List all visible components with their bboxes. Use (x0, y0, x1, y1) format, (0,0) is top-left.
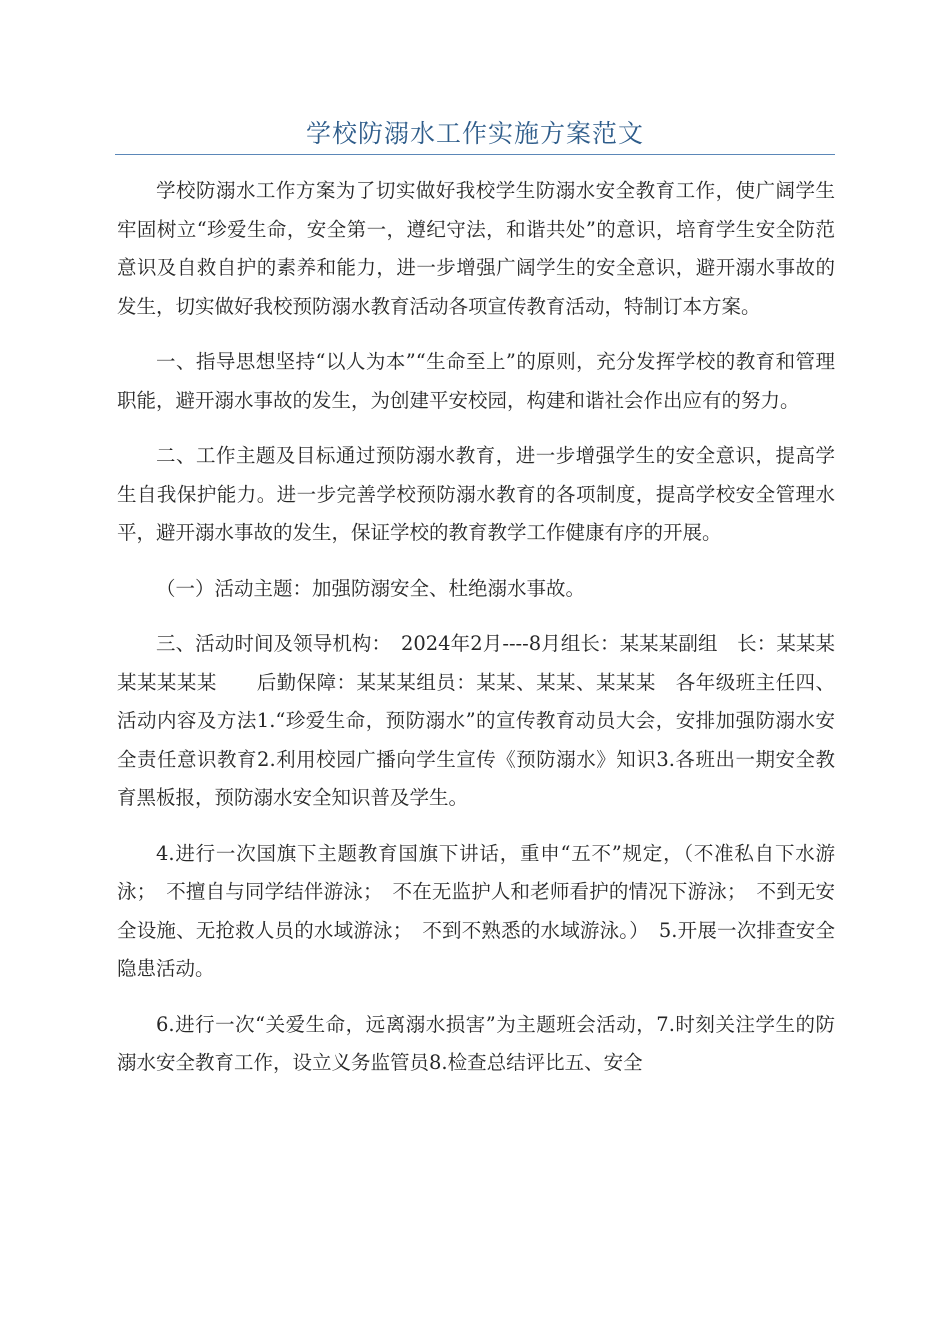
paragraph-five-nots: 4.进行一次国旗下主题教育国旗下讲话，重申“五不”规定，（不准私自下水游泳； 不擅自与同学结伴游泳； 不在无监护人和老师看护的情况下游泳； 不到无安全设施、无抢救人员的水域游泳； 不到不熟悉的水域游泳。） 5.开展一次排查安全隐患活动。 (117, 841, 835, 980)
paragraph-time-organization: 三、活动时间及领导机构： 2024年2月----8月组长：某某某副组 长：某某某某某某某某 后勤保障：某某某组员：某某、某某、某某某 各年级班主任四、活动内容及方法1.“珍爱生命，预防溺水”的宣传教育动员大会，安排加强防溺水安全责任意识教育2.利用校园广播向学生宣传《预防溺水》知识3.各班出一期安全教育黑板报，预防溺水安全知识普及学生。 (117, 632, 835, 809)
paragraph-theme-goals: 二、工作主题及目标通过预防溺水教育，进一步增强学生的安全意识，提高学生自我保护能力。进一步完善学校预防溺水教育的各项制度，提高学校安全管理水平，避开溺水事故的发生，保证学校的教育教学工作健康有序的开展。 (117, 444, 835, 544)
document-body (117, 172, 835, 1100)
title-underline (115, 154, 835, 155)
paragraph-intro: 学校防溺水工作方案为了切实做好我校学生防溺水安全教育工作，使广阔学生牢固树立“珍爱生命，安全第一，遵纪守法，和谐共处”的意识，培育学生安全防范意识及自救自护的素养和能力，进一步增强广阔学生的安全意识，避开溺水事故的发生，切实做好我校预防溺水教育活动各项宣传教育活动，特制订本方案。 (117, 179, 835, 318)
paragraph-guiding-ideology: 一、指导思想坚持“以人为本”“生命至上”的原则，充分发挥学校的教育和管理职能，避开溺水事故的发生，为创建平安校园，构建和谐社会作出应有的努力。 (117, 350, 835, 412)
paragraph-activity-theme: （一）活动主题：加强防溺安全、杜绝溺水事故。 (156, 576, 586, 600)
paragraph-class-meeting: 6.进行一次“关爱生命，远离溺水损害”为主题班会活动，7.时刻关注学生的防溺水安全教育工作，设立义务监管员8.检查总结评比五、安全 (117, 1012, 835, 1074)
document-title: 学校防溺水工作实施方案范文 (305, 119, 644, 148)
